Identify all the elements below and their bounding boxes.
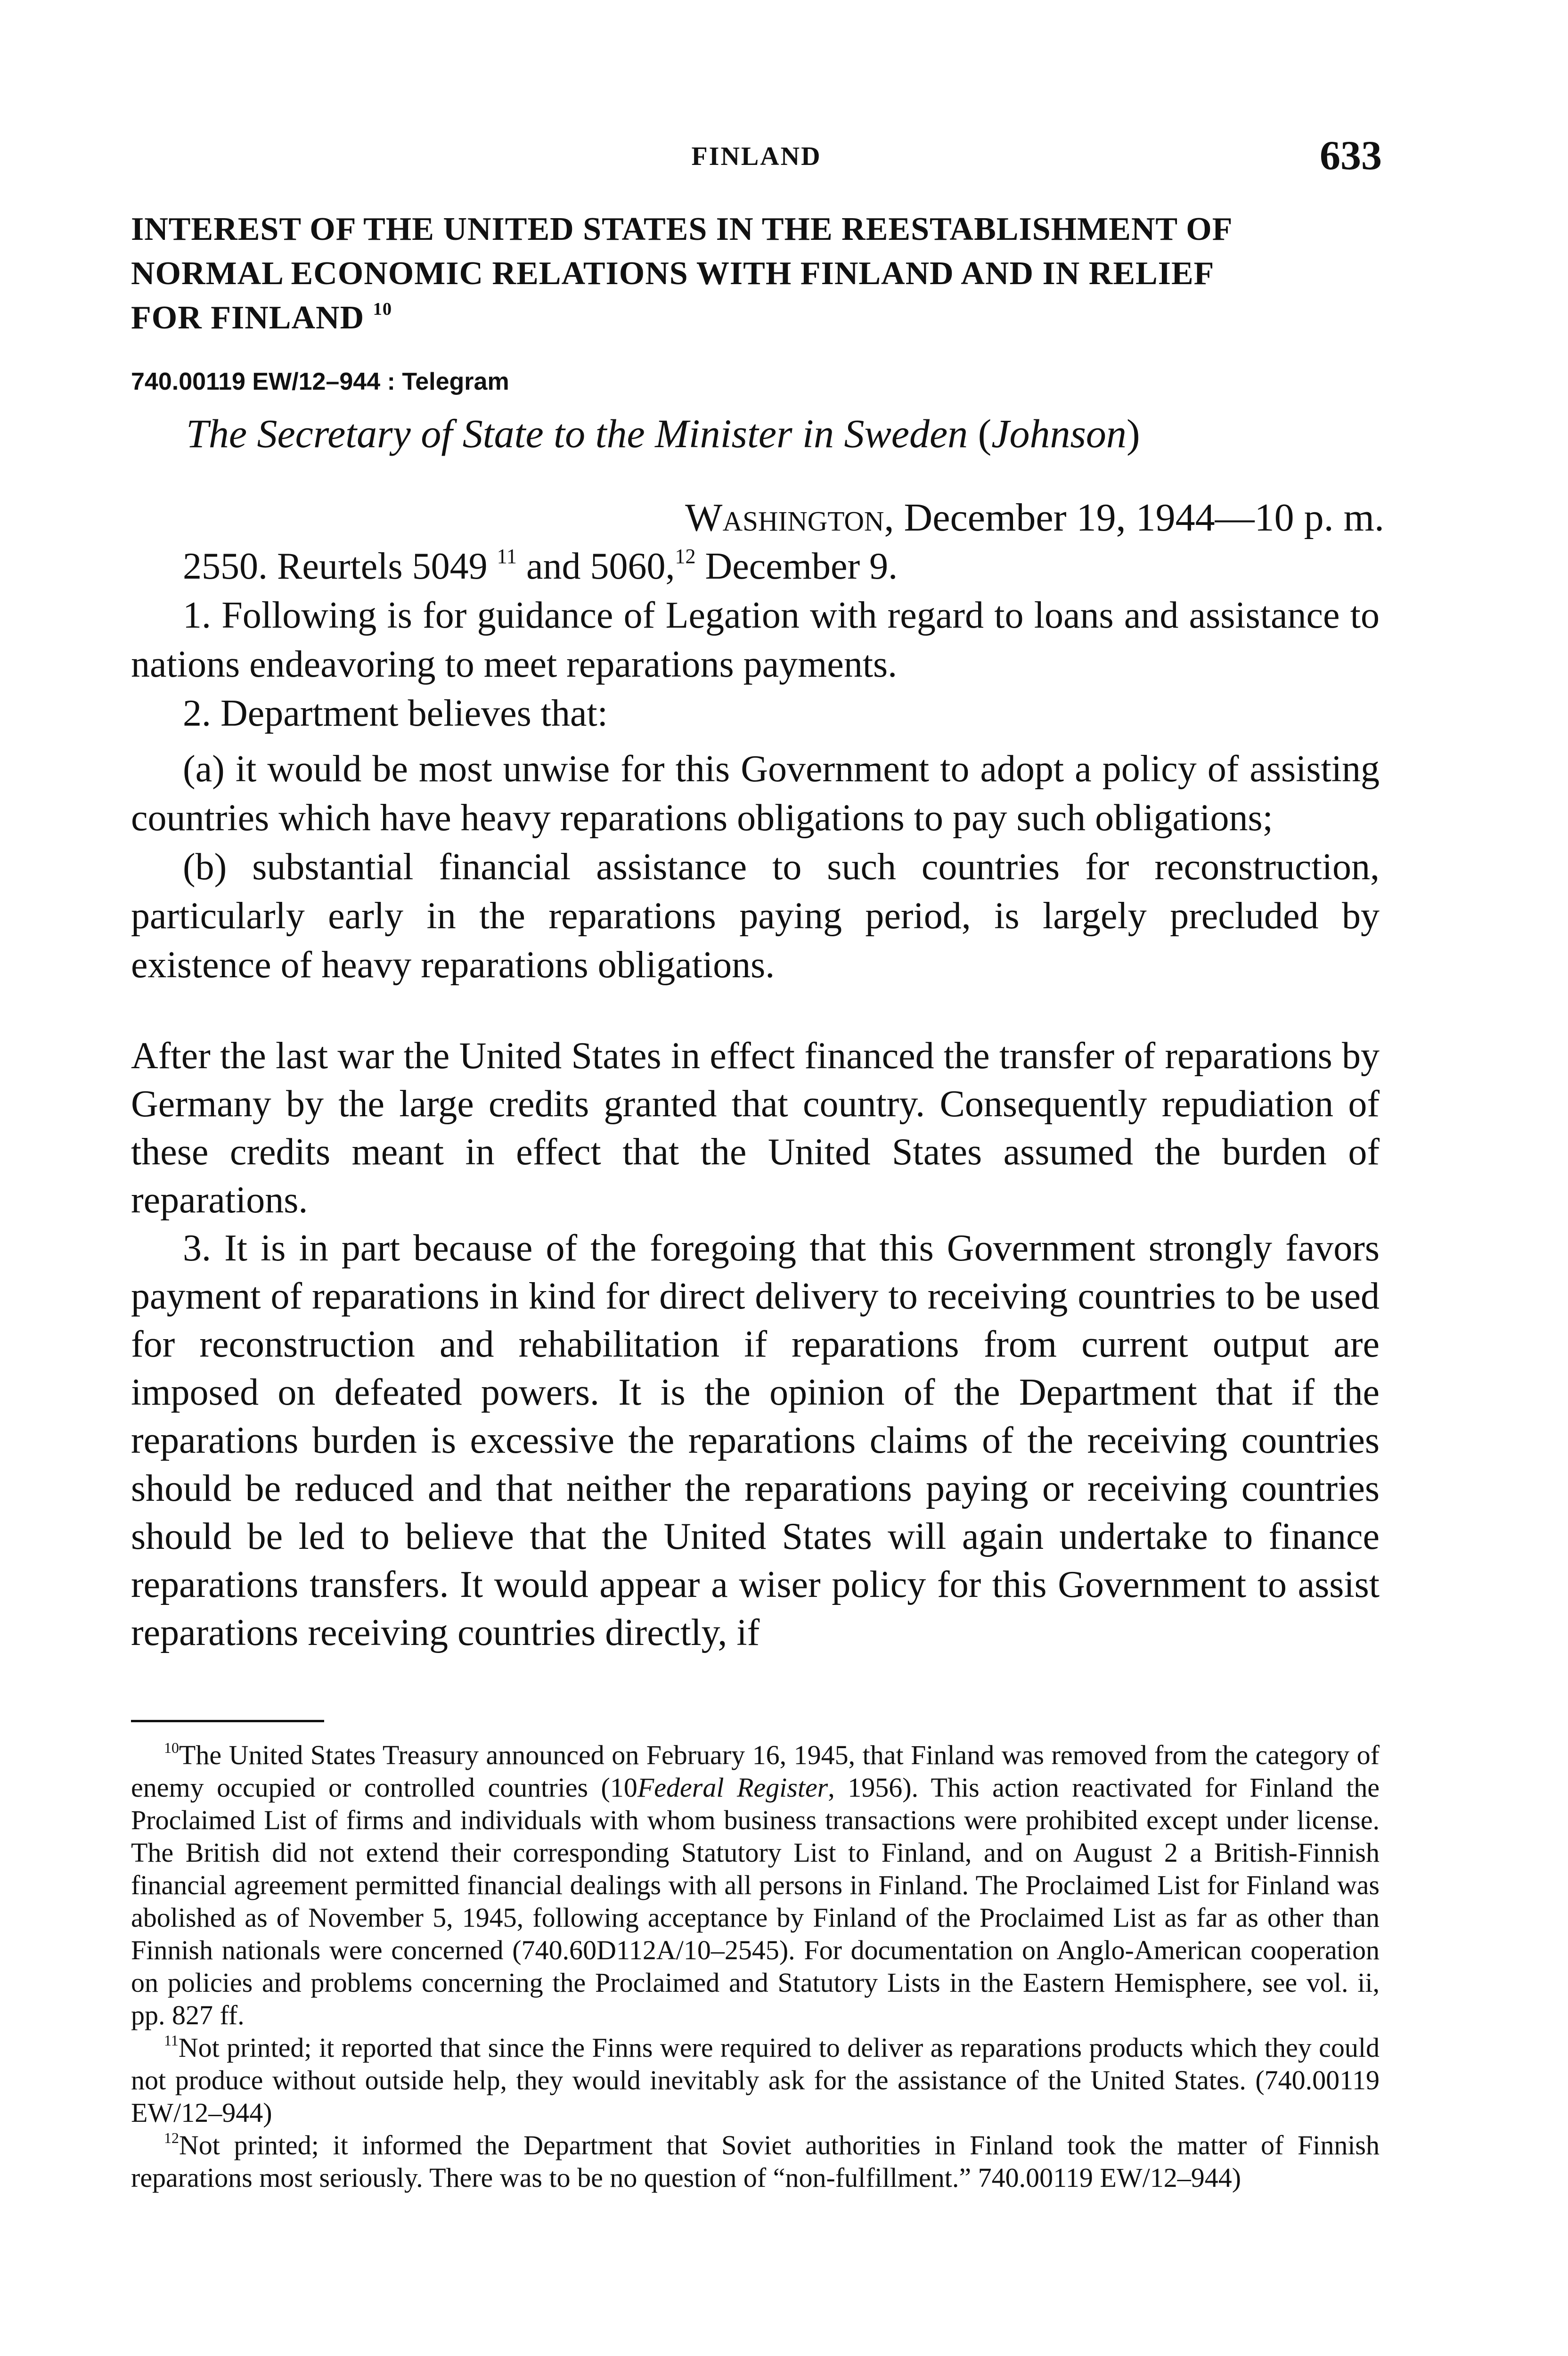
- section-heading-line-1: INTEREST OF THE UNITED STATES IN THE REESTABLISHMENT OF: [131, 211, 1233, 247]
- item-b: [131, 843, 1380, 990]
- item-a-text: it would be most unwise for this Government to adopt a policy of assisting countries which have heavy reparations obligations to pay such obligations;: [131, 748, 1380, 839]
- item-b-text: substantial financial assistance to such countries for reconstruction, particularly early in the reparations paying period, is largely precluded by existence of heavy reparations obligations.: [131, 846, 1380, 986]
- footnote-12-number: 12: [164, 2130, 179, 2147]
- section-heading: [131, 207, 1412, 340]
- telegram-number-line: [131, 542, 1380, 591]
- dateline: [685, 495, 1384, 540]
- document-title: The Secretary of State to the Minister in Sweden (Johnson): [186, 411, 1140, 456]
- footnote-ref-12: 12: [675, 545, 696, 568]
- reference-mid: and 5060,: [526, 546, 675, 587]
- section-heading-line-3-text: FOR FINLAND: [131, 300, 365, 336]
- paragraph-1: 1. Following is for guidance of Legation with regard to loans and assistance to nations endeavoring to meet reparations payments.: [131, 595, 1380, 685]
- page-number: 633: [1320, 133, 1382, 179]
- footnote-10: [131, 1739, 1380, 2031]
- document-title-person: Johnson: [991, 411, 1127, 456]
- reference-end: December 9.: [705, 546, 898, 587]
- section-heading-line-3: [131, 296, 1412, 340]
- paragraph-after-last-war: After the last war the United States in effect financed the transfer of reparations by Germany by the large credits granted that country. Consequently repudiation of these credits meant in effect that the United States assumed the burden of reparations.: [131, 1035, 1380, 1221]
- footnote-12-text: Not printed; it informed the Department that Soviet authorities in Finland took the matter of Finnish reparations most seriously. There was to be no question of “non-fulfillment.” 740.00119 EW/12–944): [131, 2130, 1380, 2193]
- item-a: [131, 744, 1380, 843]
- footnote-10-number: 10: [164, 1740, 179, 1757]
- running-head: [131, 132, 1382, 188]
- footnote-divider: [131, 1720, 324, 1722]
- footnote-11: [131, 2031, 1380, 2129]
- footnote-12: [131, 2129, 1380, 2194]
- footnote-11-text: Not printed; it reported that since the Finns were required to deliver as reparations products which they could not produce without outside help, they would inevitably ask for the assistance of the United States. (740.00119 EW/12–944): [131, 2032, 1380, 2128]
- footnote-ref-11: 11: [497, 545, 517, 568]
- footnote-ref-10: 10: [373, 299, 392, 319]
- footnote-10-italic: Federal Register: [637, 1772, 828, 1803]
- section-heading-line-2: NORMAL ECONOMIC RELATIONS WITH FINLAND AND IN RELIEF: [131, 255, 1215, 292]
- footnotes: [131, 1739, 1380, 2194]
- telegram-body-part-1: [131, 542, 1380, 990]
- dateline-place: Washington: [685, 496, 884, 540]
- footnote-10-text-b: , 1956). This action reactivated for Finland the Proclaimed List of firms and individuals with whom business transactions were prohibited except under license. The British did not extend their corresponding Statutory List to Finland, and on August 2 a British-Finnish financial agreement permitted financial dealings with all persons in Finland. The Proclaimed List for Finland was abolished as of November 5, 1945, following acceptance by Finland of the Proclaimed List as far as other than Finnish nationals were concerned (740.60D112A/10–2545). For documentation on Anglo-American cooperation on policies and problems concerning the Proclaimed and Statutory Lists in the Eastern Hemisphere, see vol. ii, pp. 827 ff.: [131, 1772, 1380, 2030]
- item-b-label: (b): [183, 846, 227, 888]
- telegram-number: 2550. Reurtels 5049: [183, 546, 488, 587]
- telegram-body-part-2: [131, 1032, 1380, 1657]
- footnote-10-text-a: The United States Treasury announced on February 16, 1945, that Finland was removed from the category of enemy occupied or controlled countries (10: [131, 1740, 1380, 1803]
- running-head-title: FINLAND: [691, 142, 822, 171]
- paragraph-2: 2. Department believes that:: [183, 693, 608, 734]
- file-reference: 740.00119 EW/12–944 : Telegram: [131, 368, 509, 395]
- footnote-11-number: 11: [164, 2032, 179, 2049]
- paragraph-3: 3. It is in part because of the foregoing that this Government strongly favors payment of reparations in kind for direct delivery to receiving countries to be used for reconstruction and rehabilitation if reparations from current output are imposed on defeated powers. It is the opinion of the Department that if the reparations burden is excessive the reparations claims of the receiving countries should be reduced and that neither the reparations paying or receiving countries should be led to believe that the United States will again undertake to finance reparations transfers. It would appear a wiser policy for this Government to assist reparations receiving countries directly, if: [131, 1227, 1380, 1653]
- dateline-date: , December 19, 1944—10 p. m.: [884, 496, 1384, 540]
- item-a-label: (a): [183, 748, 225, 790]
- document-title-text: The Secretary of State to the Minister in Sweden: [186, 411, 968, 456]
